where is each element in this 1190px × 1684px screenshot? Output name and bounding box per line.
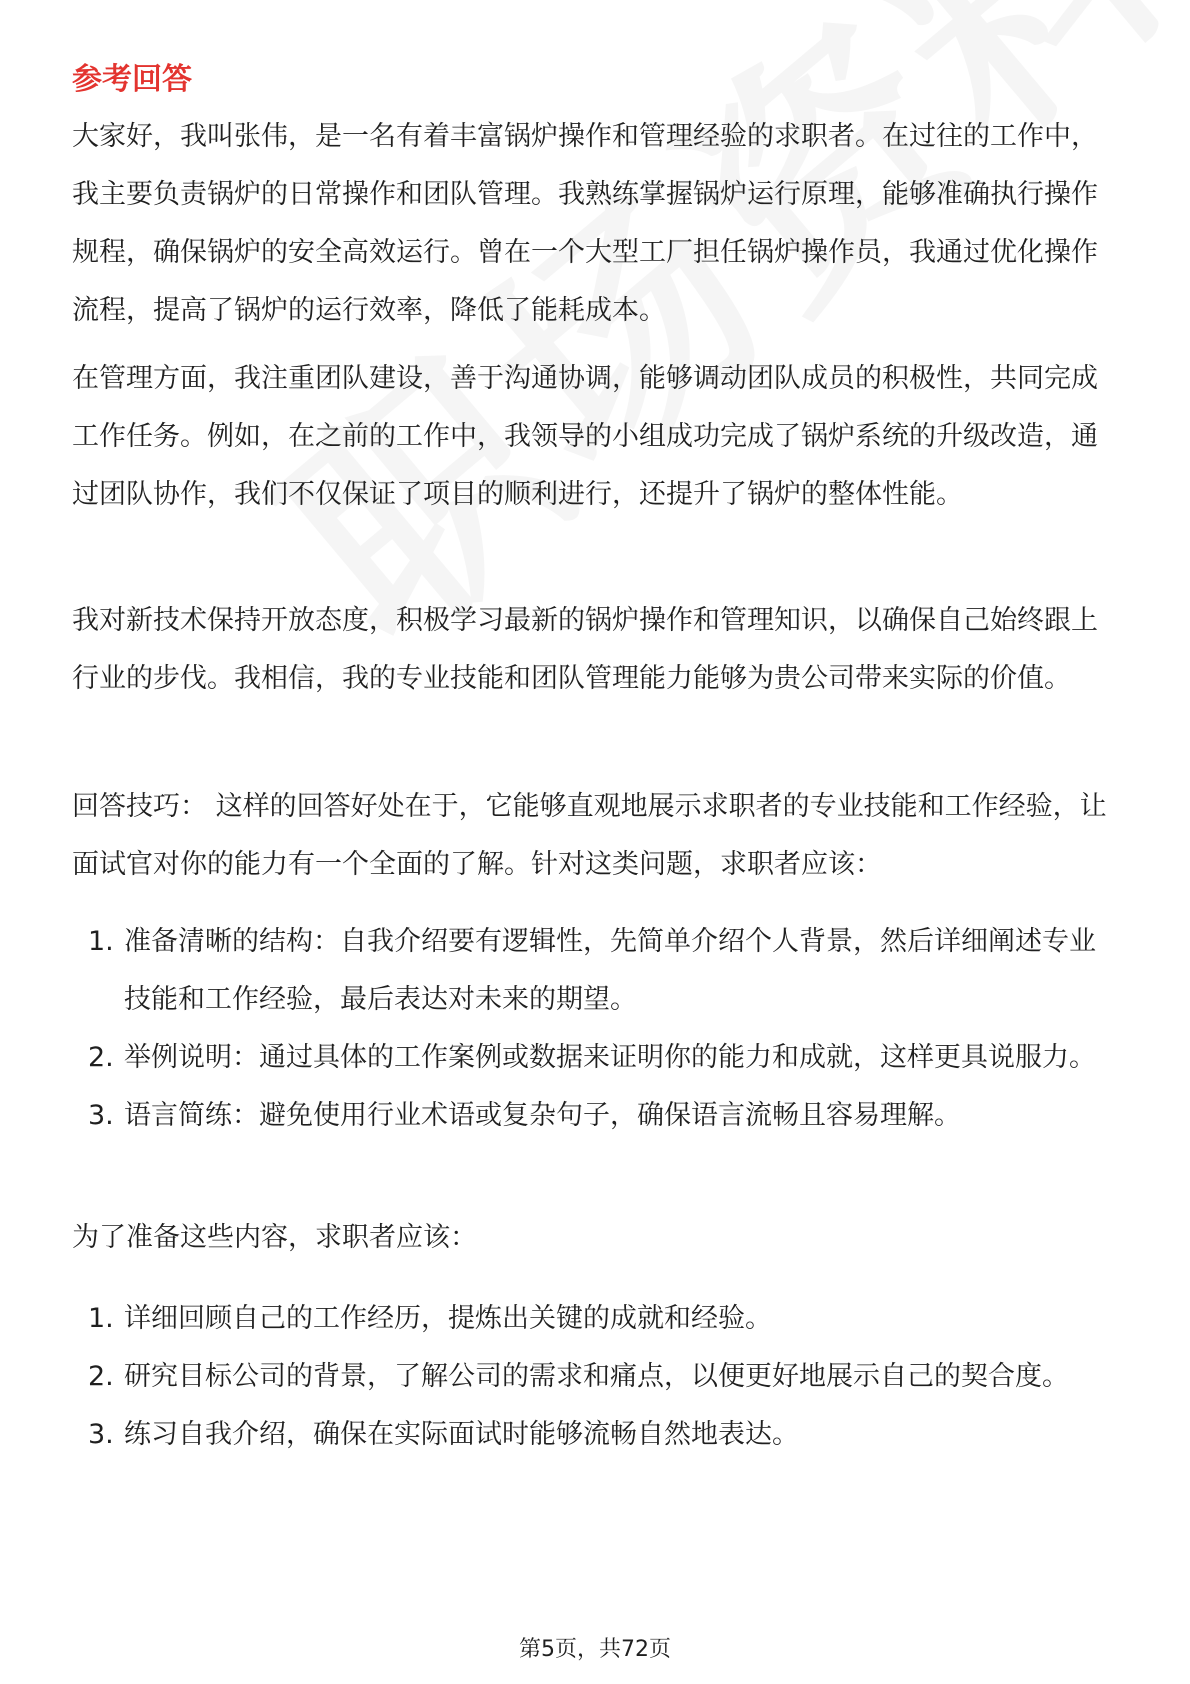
list-number: 3. bbox=[88, 1419, 114, 1450]
list-item bbox=[72, 1087, 1122, 1145]
prep-list bbox=[72, 1290, 1122, 1464]
list-number: 2. bbox=[88, 1042, 114, 1073]
list-number: 1. bbox=[88, 926, 114, 957]
list-item bbox=[72, 1406, 1122, 1464]
list-text: 语言简练：避免使用行业术语或复杂句子，确保语言流畅且容易理解。 bbox=[124, 1100, 961, 1131]
tips-intro-paragraph: 回答技巧： 这样的回答好处在于，它能够直观地展示求职者的专业技能和工作经验，让面试官对你的能力有一个全面的了解。针对这类问题，求职者应该： bbox=[72, 791, 1107, 880]
list-item bbox=[72, 1029, 1122, 1087]
list-text: 练习自我介绍，确保在实际面试时能够流畅自然地表达。 bbox=[124, 1419, 799, 1450]
list-item bbox=[72, 1348, 1122, 1406]
list-item bbox=[72, 1290, 1122, 1348]
list-number: 2. bbox=[88, 1361, 114, 1392]
list-number: 3. bbox=[88, 1100, 114, 1131]
list-item bbox=[72, 913, 1122, 1029]
section-heading: 参考回答 bbox=[72, 62, 192, 97]
answer-paragraph-1: 大家好，我叫张伟，是一名有着丰富锅炉操作和管理经验的求职者。在过往的工作中，我主要负责锅炉的日常操作和团队管理。我熟练掌握锅炉运行原理，能够准确执行操作规程，确保锅炉的安全高效运行。曾在一个大型工厂担任锅炉操作员，我通过优化操作流程，提高了锅炉的运行效率，降低了能耗成本。 bbox=[72, 121, 1098, 326]
list-number: 1. bbox=[88, 1303, 114, 1334]
list-text: 研究目标公司的背景，了解公司的需求和痛点，以便更好地展示自己的契合度。 bbox=[124, 1361, 1069, 1392]
page-number-footer: 第5页，共72页 bbox=[519, 1637, 671, 1662]
list-text: 准备清晰的结构：自我介绍要有逻辑性，先简单介绍个人背景，然后详细阐述专业技能和工作经验，最后表达对未来的期望。 bbox=[124, 926, 1096, 1015]
list-text: 举例说明：通过具体的工作案例或数据来证明你的能力和成就，这样更具说服力。 bbox=[124, 1042, 1096, 1073]
answer-paragraph-3: 我对新技术保持开放态度，积极学习最新的锅炉操作和管理知识，以确保自己始终跟上行业的步伐。我相信，我的专业技能和团队管理能力能够为贵公司带来实际的价值。 bbox=[72, 605, 1098, 694]
tips-list bbox=[72, 913, 1122, 1145]
list-text: 详细回顾自己的工作经历，提炼出关键的成就和经验。 bbox=[124, 1303, 772, 1334]
prep-intro-paragraph: 为了准备这些内容，求职者应该： bbox=[72, 1222, 477, 1253]
answer-paragraph-2: 在管理方面，我注重团队建设，善于沟通协调，能够调动团队成员的积极性，共同完成工作任务。例如，在之前的工作中，我领导的小组成功完成了锅炉系统的升级改造，通过团队协作，我们不仅保证了项目的顺利进行，还提升了锅炉的整体性能。 bbox=[72, 363, 1098, 510]
